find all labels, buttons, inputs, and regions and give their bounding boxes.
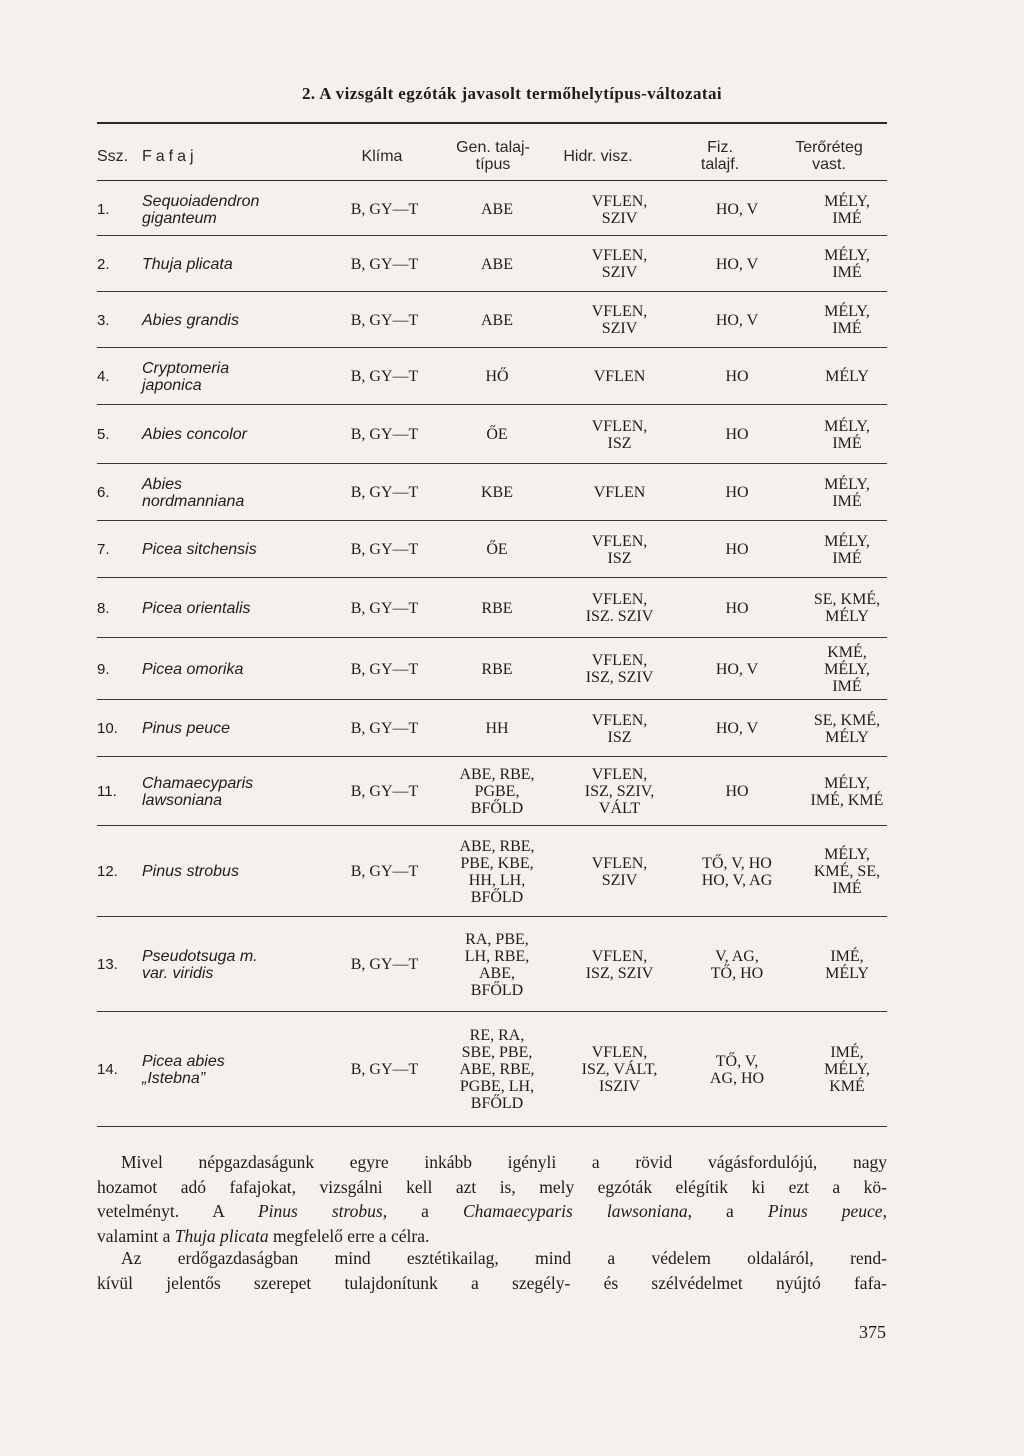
header-teroreteg bbox=[770, 139, 888, 173]
paragraph-1-line-1: Mivel népgazdaságunk egyre inkább igényli a rövid vágásfordulójú, nagy bbox=[121, 1152, 887, 1172]
row-number: 5. bbox=[97, 426, 110, 443]
klima-value: B, GY—T bbox=[350, 599, 419, 617]
klima-value: B, GY—T bbox=[350, 660, 419, 678]
fiz-talajf-value: V, AG, TŐ, HO bbox=[710, 947, 764, 982]
paragraph-1-line-2: hozamot adó fafajokat, vizsgálni kell azt is, mely egzóták elégítik ki ezt a kö- bbox=[97, 1176, 887, 1197]
paragraph-1-line-4: valamint a Thuja plicata megfelelő erre a célra. bbox=[97, 1225, 430, 1246]
teroreteg-value: MÉLY, IMÉ bbox=[824, 192, 870, 227]
fiz-talajf-value: HO bbox=[725, 599, 749, 617]
klima-value: B, GY—T bbox=[350, 484, 419, 501]
species-name: Picea orientalis bbox=[142, 599, 251, 617]
table-row bbox=[97, 405, 887, 464]
header-klima: Klíma bbox=[361, 148, 403, 165]
fiz-talajf-value: HO bbox=[725, 783, 749, 800]
teroreteg-value: KMÉ, MÉLY, IMÉ bbox=[824, 643, 870, 695]
species-name: Chamaecyparis lawsoniana bbox=[142, 774, 254, 809]
species-name: Pinus strobus bbox=[257, 1201, 383, 1221]
hidr-visz-value: VFLEN bbox=[593, 484, 646, 501]
row-number: 13. bbox=[97, 956, 118, 973]
klima-value: B, GY—T bbox=[350, 201, 419, 218]
fiz-talajf-value: HO, V bbox=[715, 311, 759, 329]
gen-talajtipus-value: HŐ bbox=[485, 368, 509, 385]
species-name: Picea omorika bbox=[142, 660, 244, 678]
fiz-talajf-value: HO, V bbox=[715, 720, 759, 737]
fiz-talajf-value: HO, V bbox=[715, 660, 759, 678]
hidr-visz-value: VFLEN, SZIV bbox=[591, 247, 648, 281]
table-row bbox=[97, 638, 887, 700]
teroreteg-value: MÉLY bbox=[825, 368, 869, 385]
row-number: 6. bbox=[97, 484, 110, 501]
table-row bbox=[97, 917, 887, 1012]
table-header-rule bbox=[97, 180, 887, 181]
row-number: 3. bbox=[97, 311, 110, 329]
table-row bbox=[97, 292, 887, 348]
species-name: Picea sitchensis bbox=[142, 541, 257, 558]
species-name: Picea abies „Istebna” bbox=[142, 1052, 225, 1087]
species-name: Abies grandis bbox=[142, 311, 239, 329]
species-name: Pseudotsuga m. var. viridis bbox=[142, 947, 258, 982]
klima-value: B, GY—T bbox=[350, 311, 419, 329]
row-number: 9. bbox=[97, 660, 110, 678]
header-ter-line2: vast. bbox=[812, 156, 846, 173]
hidr-visz-value: VFLEN, SZIV bbox=[591, 192, 648, 227]
klima-value: B, GY—T bbox=[350, 426, 419, 443]
fiz-talajf-value: HO bbox=[725, 484, 749, 501]
fiz-talajf-value: HO bbox=[725, 426, 749, 443]
fiz-talajf-value: TŐ, V, HO HO, V, AG bbox=[701, 854, 773, 889]
hidr-visz-value: VFLEN, SZIV bbox=[591, 303, 648, 337]
header-gen-line2: típus bbox=[475, 156, 511, 173]
header-ter-line1: Terőréteg bbox=[795, 139, 863, 156]
header-gen-line1: Gen. talaj- bbox=[456, 139, 530, 156]
header-fafaj: Fafaj bbox=[142, 148, 198, 165]
species-name: Cryptomeria japonica bbox=[142, 359, 230, 394]
row-rule bbox=[97, 1126, 887, 1127]
klima-value: B, GY—T bbox=[350, 863, 419, 880]
row-number: 4. bbox=[97, 368, 110, 385]
hidr-visz-value: VFLEN, ISZ, SZIV bbox=[585, 947, 654, 982]
species-name: Abies nordmanniana bbox=[142, 475, 245, 510]
klima-value: B, GY—T bbox=[350, 720, 419, 737]
klima-value: B, GY—T bbox=[350, 783, 419, 800]
row-number: 8. bbox=[97, 599, 110, 617]
table-top-rule bbox=[97, 122, 887, 124]
teroreteg-value: MÉLY, IMÉ, KMÉ bbox=[810, 774, 884, 809]
table-row bbox=[97, 1012, 887, 1127]
row-number: 7. bbox=[97, 541, 110, 558]
hidr-visz-value: VFLEN, SZIV bbox=[591, 854, 648, 889]
fiz-talajf-value: TŐ, V, AG, HO bbox=[709, 1052, 765, 1087]
teroreteg-value: MÉLY, KMÉ, SE, IMÉ bbox=[813, 846, 881, 897]
table-row bbox=[97, 183, 887, 236]
table-row bbox=[97, 700, 887, 757]
gen-talajtipus-value: ABE bbox=[481, 201, 513, 218]
table-title: 2. A vizsgált egzóták javasolt termőhelytípus-változatai bbox=[302, 84, 722, 103]
teroreteg-value: MÉLY, IMÉ bbox=[824, 247, 870, 281]
paragraph-2 bbox=[97, 1246, 887, 1295]
teroreteg-value: IMÉ, MÉLY, KMÉ bbox=[824, 1044, 870, 1095]
klima-value: B, GY—T bbox=[350, 255, 419, 273]
gen-talajtipus-value: HH bbox=[485, 720, 509, 737]
gen-talajtipus-value: RBE bbox=[481, 599, 513, 617]
fiz-talajf-value: HO, V bbox=[715, 255, 759, 273]
hidr-visz-value: VFLEN, ISZ bbox=[591, 711, 648, 746]
fiz-talajf-value: HO bbox=[725, 368, 749, 385]
teroreteg-value: MÉLY, IMÉ bbox=[824, 303, 870, 337]
table-row bbox=[97, 757, 887, 826]
species-name: Pinus strobus bbox=[142, 863, 239, 880]
header-ssz: Ssz. bbox=[97, 148, 129, 165]
klima-value: B, GY—T bbox=[350, 1061, 419, 1078]
table-row bbox=[97, 348, 887, 405]
gen-talajtipus-value: ABE, RBE, PBE, KBE, HH, LH, BFŐLD bbox=[459, 837, 535, 906]
fiz-talajf-value: HO, V bbox=[715, 201, 759, 218]
species-name: Pinus peuce bbox=[142, 720, 231, 737]
paragraph-2-line-1: Az erdőgazdaságban mind esztétikailag, mind a védelem oldaláról, rend- bbox=[121, 1248, 887, 1268]
row-number: 14. bbox=[97, 1061, 118, 1078]
hidr-visz-value: VFLEN, ISZ. SZIV bbox=[585, 591, 654, 625]
hidr-visz-value: VFLEN, ISZ bbox=[591, 532, 648, 567]
header-fiz-line2: talajf. bbox=[700, 156, 740, 173]
teroreteg-value: MÉLY, IMÉ bbox=[824, 417, 870, 452]
row-number: 1. bbox=[97, 201, 110, 218]
species-name: Abies concolor bbox=[142, 426, 247, 443]
species-name: Thuja plicata bbox=[174, 1225, 269, 1246]
gen-talajtipus-value: KBE bbox=[481, 484, 513, 501]
species-name: Thuja plicata bbox=[142, 255, 233, 273]
teroreteg-value: MÉLY, IMÉ bbox=[824, 532, 870, 567]
gen-talajtipus-value: ŐE bbox=[486, 541, 508, 558]
species-name: Pinus peuce bbox=[767, 1201, 883, 1221]
page-number: 375 bbox=[859, 1322, 886, 1342]
gen-talajtipus-value: ABE bbox=[481, 311, 513, 329]
fiz-talajf-value: HO bbox=[725, 541, 749, 558]
row-number: 10. bbox=[97, 720, 118, 737]
species-name: Sequoiadendron giganteum bbox=[142, 192, 260, 227]
row-number: 2. bbox=[97, 255, 110, 273]
paragraph-1 bbox=[97, 1150, 887, 1248]
teroreteg-value: SE, KMÉ, MÉLY bbox=[813, 591, 881, 625]
table-row bbox=[97, 578, 887, 638]
table-row bbox=[97, 826, 887, 917]
gen-talajtipus-value: ABE, RBE, PGBE, BFŐLD bbox=[459, 766, 535, 817]
hidr-visz-value: VFLEN, ISZ, SZIV, VÁLT bbox=[584, 766, 655, 817]
header-fiz-line1: Fiz. bbox=[707, 139, 733, 156]
table-row bbox=[97, 521, 887, 578]
paragraph-1-line-3: vetelményt. A Pinus strobus, a Chamaecyparis lawsoniana, a Pinus peuce, bbox=[97, 1201, 887, 1221]
row-number: 12. bbox=[97, 863, 118, 880]
table-row bbox=[97, 236, 887, 292]
hidr-visz-value: VFLEN, ISZ, SZIV bbox=[585, 652, 654, 686]
klima-value: B, GY—T bbox=[350, 956, 419, 973]
header-gen-talajtipus bbox=[440, 139, 546, 173]
gen-talajtipus-value: ABE bbox=[481, 255, 513, 273]
gen-talajtipus-value: RBE bbox=[481, 660, 513, 678]
klima-value: B, GY—T bbox=[350, 541, 419, 558]
row-number: 11. bbox=[97, 783, 117, 800]
paragraph-2-line-2: kívül jelentős szerepet tulajdonítunk a szegély- és szélvédelmet nyújtó fafa- bbox=[97, 1272, 887, 1293]
species-name: Chamaecyparis lawsoniana bbox=[463, 1201, 688, 1221]
gen-talajtipus-value: RE, RA, SBE, PBE, ABE, RBE, PGBE, LH, BFŐLD bbox=[459, 1027, 535, 1112]
klima-value: B, GY—T bbox=[350, 368, 419, 385]
header-fiz-talajf bbox=[685, 139, 755, 173]
hidr-visz-value: VFLEN, ISZ bbox=[591, 417, 648, 452]
header-hidr: Hidr. visz. bbox=[563, 148, 633, 165]
teroreteg-value: IMÉ, MÉLY bbox=[825, 947, 869, 982]
gen-talajtipus-value: ŐE bbox=[486, 426, 508, 443]
hidr-visz-value: VFLEN bbox=[593, 368, 646, 385]
table-row bbox=[97, 464, 887, 521]
gen-talajtipus-value: RA, PBE, LH, RBE, ABE, BFŐLD bbox=[464, 930, 530, 999]
hidr-visz-value: VFLEN, ISZ, VÁLT, ISZIV bbox=[581, 1044, 658, 1095]
teroreteg-value: MÉLY, IMÉ bbox=[824, 475, 870, 510]
teroreteg-value: SE, KMÉ, MÉLY bbox=[813, 711, 881, 746]
